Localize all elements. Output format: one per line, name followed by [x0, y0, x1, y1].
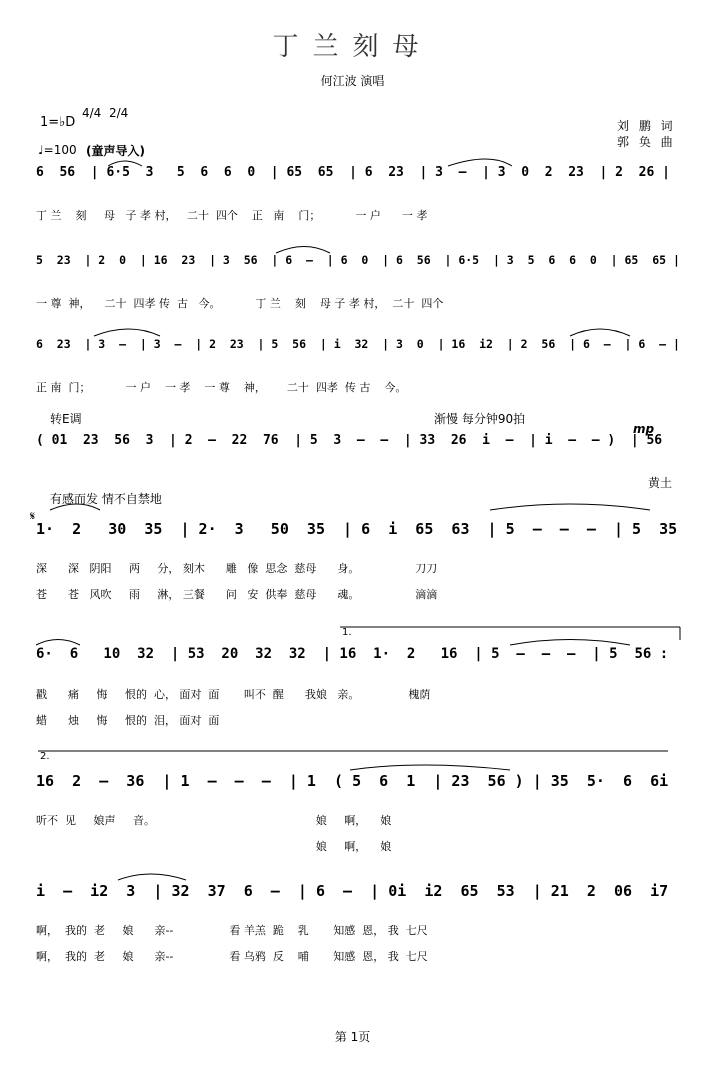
intro-note: (童声导入) — [86, 144, 145, 158]
staff-line-7-lyrics-verse-2: 娘 啊， 娘 — [36, 840, 392, 853]
staff-line-1-lyrics: 丁 兰 刻 母 子 孝 村， 二十 四个 正 南 门； 一 户 一 孝 — [36, 209, 428, 222]
staff-line-7-notes: 16 2 – 36 | 1 – – – | 1 ( 5 6 1 | 23 56 ) | 35 5· 6 6i — [36, 772, 669, 790]
staff-line-2-notes: 5 23 | 2 0 | 16 23 | 3 56 | 6 – | 6 0 | 6 56 | 6·5 | 3 5 6 6 0 | 65 65 | — [36, 253, 680, 267]
time-signature: 4/4 2/4 — [82, 106, 129, 120]
staff-line-5-notes: 1· 2 30 35 | 2· 3 50 35 | 6 i 65 63 | 5 – – – | 5 35 — [36, 520, 678, 538]
staff-line-6-notes: 6· 6 10 32 | 53 20 32 32 | 16 1· 2 16 | 5 – – – | 5 56 : — [36, 646, 669, 662]
staff-line-3-lyrics: 正 南 门； 一 户 一 孝 一 尊 神， 二十 四孝 传 古 今。 — [36, 381, 407, 394]
staff-line-6-lyrics-verse-1: 戳 痛 悔 恨的 心， 面对 面 叫不 醒 我娘 亲。 槐荫 — [36, 688, 431, 701]
staff-line-2-lyrics: 一 尊 神， 二十 四孝 传 古 今。 丁 兰 刻 母 子 孝 村， 二十 四个 — [36, 297, 444, 310]
staff-line-4-notes: ( 01 23 56 3 | 2 – 22 76 | 5 3 – – | 33 26 i – | i – – ) | 56 — [36, 433, 663, 448]
voice-label: 黄土 — [648, 476, 673, 490]
staff-line-5-lyrics-verse-2: 苍 苍 风吹 雨 淋， 三餐 问 安 供奉 慈母 魂。 滴滴 — [36, 588, 438, 601]
volta-1-label: 1. — [342, 627, 352, 638]
tempo-change-label: 渐慢 每分钟90拍 — [434, 412, 526, 426]
volta-2-label: 2. — [40, 751, 50, 762]
staff-line-8-notes: i – i2 3 | 32 37 6 – | 6 – | 0i i2 65 53 | 21 2 06 i7 — [36, 882, 669, 900]
staff-line-5-lyrics-verse-1: 深 深 阴阳 两 分， 刻木 雕 像 思念 慈母 身。 刀刀 — [36, 562, 438, 575]
page-number: 第 1页 — [334, 1030, 371, 1044]
svg-text:𝄋: 𝄋 — [30, 509, 36, 523]
staff-line-6-lyrics-verse-2: 蜡 烛 悔 恨的 泪， 面对 面 — [36, 714, 220, 727]
expression-label: 有感而发 情不自禁地 — [50, 492, 162, 506]
staff-line-8-lyrics-verse-2: 啊， 我的 老 娘 亲-- 看 乌鸦 反 哺 知感 恩， 我 七尺 — [36, 950, 428, 963]
tempo-marking: ♩=100 — [38, 143, 77, 157]
composer-credit: 郭 奂 曲 — [617, 135, 676, 149]
staff-line-7-lyrics-verse-1: 听不 见 娘声 音。 娘 啊， 娘 — [36, 814, 392, 827]
song-title: 丁兰刻母 — [272, 32, 433, 62]
dynamic-marking: mp — [633, 422, 655, 436]
staff-line-3-notes: 6 23 | 3 – | 3 – | 2 23 | 5 56 | i 32 | 3 0 | 16 i2 | 2 56 | 6 – | 6 – | — [36, 337, 680, 351]
modulation-label: 转E调 — [50, 412, 82, 426]
key-signature: 1=♭D — [40, 115, 76, 130]
staff-line-1-notes: 6 56 | 6·5 3 5 6 6 0 | 65 65 | 6 23 | 3 – | 3 0 2 23 | 2 26 | — [36, 165, 670, 180]
singer-credit: 何江波 演唱 — [320, 74, 385, 88]
lyricist-credit: 刘 鹏 词 — [617, 119, 676, 133]
staff-line-8-lyrics-verse-1: 啊， 我的 老 娘 亲-- 看 羊羔 跪 乳 知感 恩， 我 七尺 — [36, 924, 428, 937]
